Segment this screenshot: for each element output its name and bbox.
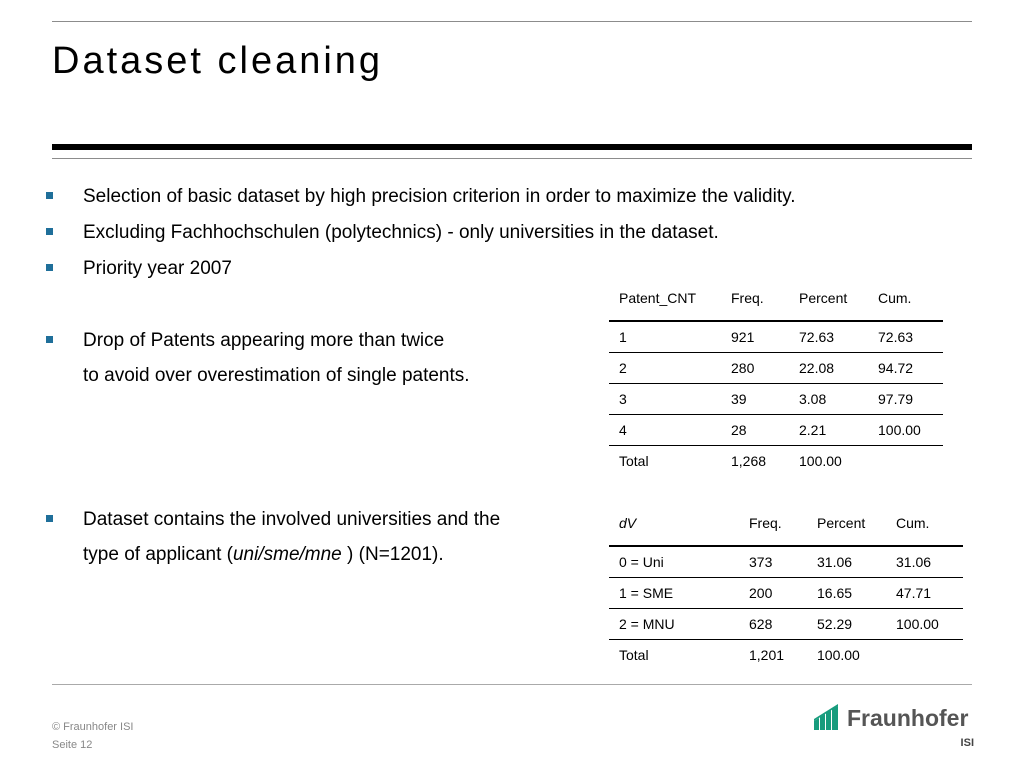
column-header: Cum. (868, 277, 943, 321)
table-row (609, 577, 963, 608)
column-header: Freq. (739, 502, 807, 546)
table-cell: 100.00 (868, 414, 943, 445)
column-header-text: Patent_CNT (619, 290, 697, 306)
column-header (609, 502, 739, 546)
bullet-text-part: ) (N=1201). (341, 544, 444, 565)
table-cell (886, 639, 963, 670)
title-underline-thick (52, 144, 972, 150)
table-cell: 3.08 (789, 383, 868, 414)
table-row (609, 546, 963, 577)
page-number: Seite 12 (52, 739, 93, 751)
bullet-square-icon (46, 264, 53, 271)
table-cell: 1 = SME (609, 577, 739, 608)
table-cell: 100.00 (799, 452, 842, 469)
table-cell: 1,201 (749, 646, 785, 663)
bullet-text-part: type of applicant ( (83, 544, 233, 565)
table-cell: 39 (721, 383, 789, 414)
title-underline-thin (52, 158, 972, 159)
table-cell: Total (619, 452, 649, 469)
table-cell: 2.21 (789, 414, 868, 445)
table-cell (868, 445, 943, 476)
bullet-text: Selection of basic dataset by high precision criterion in order to maximize the validity. (83, 186, 796, 207)
column-header-text: Percent (799, 290, 848, 306)
table-cell: 72.63 (789, 321, 868, 352)
footer-divider (52, 684, 972, 685)
bullet-text-emphasis: uni/sme/mne (232, 544, 342, 565)
bullet-square-icon (46, 228, 53, 235)
table-row (609, 608, 963, 639)
table-cell: 1 (609, 321, 721, 352)
table-cell: 28 (721, 414, 789, 445)
top-divider (52, 21, 972, 22)
table-cell: 2 (609, 352, 721, 383)
bullet-text: Dataset contains the involved universities and the (83, 509, 501, 530)
table-row (609, 321, 943, 352)
table-cell: 921 (721, 321, 789, 352)
table-row (609, 414, 943, 445)
patent-count-table (609, 277, 943, 476)
table-cell: 100.00 (817, 646, 860, 663)
table-cell: 200 (739, 577, 807, 608)
table-cell: 47.71 (886, 577, 963, 608)
logo-brand-text: Fraunhofer (847, 705, 969, 731)
fraunhofer-mark-icon (812, 704, 840, 730)
column-header (789, 277, 868, 321)
bullet-text: Drop of Patents appearing more than twice (83, 330, 445, 351)
table-cell: 628 (739, 608, 807, 639)
table-header-row (609, 502, 963, 546)
bullet-square-icon (46, 515, 53, 522)
column-header (807, 502, 886, 546)
table-cell: 22.08 (789, 352, 868, 383)
table-total-row (609, 639, 963, 670)
copyright-text: © Fraunhofer ISI (52, 721, 134, 733)
table-total-row (609, 445, 943, 476)
table-cell: 16.65 (807, 577, 886, 608)
table-cell: 2 = MNU (609, 608, 739, 639)
table-row (609, 383, 943, 414)
table-cell: 52.29 (807, 608, 886, 639)
bullet-square-icon (46, 336, 53, 343)
table-cell: 280 (721, 352, 789, 383)
table-header-row (609, 277, 943, 321)
table-cell: 373 (739, 546, 807, 577)
bullet-text-continuation: to avoid over overestimation of single patents. (83, 365, 470, 386)
applicant-type-table (609, 502, 963, 670)
column-header-text: Percent (817, 515, 866, 531)
fraunhofer-logo (812, 704, 974, 752)
table-cell: 3 (609, 383, 721, 414)
table-cell: 1,268 (731, 452, 767, 469)
slide-title: Dataset cleaning (52, 40, 384, 82)
table-cell: Total (619, 646, 649, 663)
column-header: Cum. (886, 502, 963, 546)
bullet-text: Priority year 2007 (83, 258, 232, 279)
column-header (609, 277, 721, 321)
logo-sub-text: ISI (960, 737, 974, 749)
table-cell: 94.72 (868, 352, 943, 383)
table-cell: 4 (609, 414, 721, 445)
table-cell: 31.06 (886, 546, 963, 577)
bullet-square-icon (46, 192, 53, 199)
bullet-text: Excluding Fachhochschulen (polytechnics) - only universities in the dataset. (83, 222, 719, 243)
column-header: Freq. (721, 277, 789, 321)
column-header-text: dV (619, 515, 637, 531)
table-cell: 97.79 (868, 383, 943, 414)
table-row (609, 352, 943, 383)
table-cell: 0 = Uni (609, 546, 739, 577)
table-cell: 72.63 (868, 321, 943, 352)
table-cell: 31.06 (807, 546, 886, 577)
table-cell: 100.00 (886, 608, 963, 639)
bullet-text-continuation (83, 537, 444, 572)
